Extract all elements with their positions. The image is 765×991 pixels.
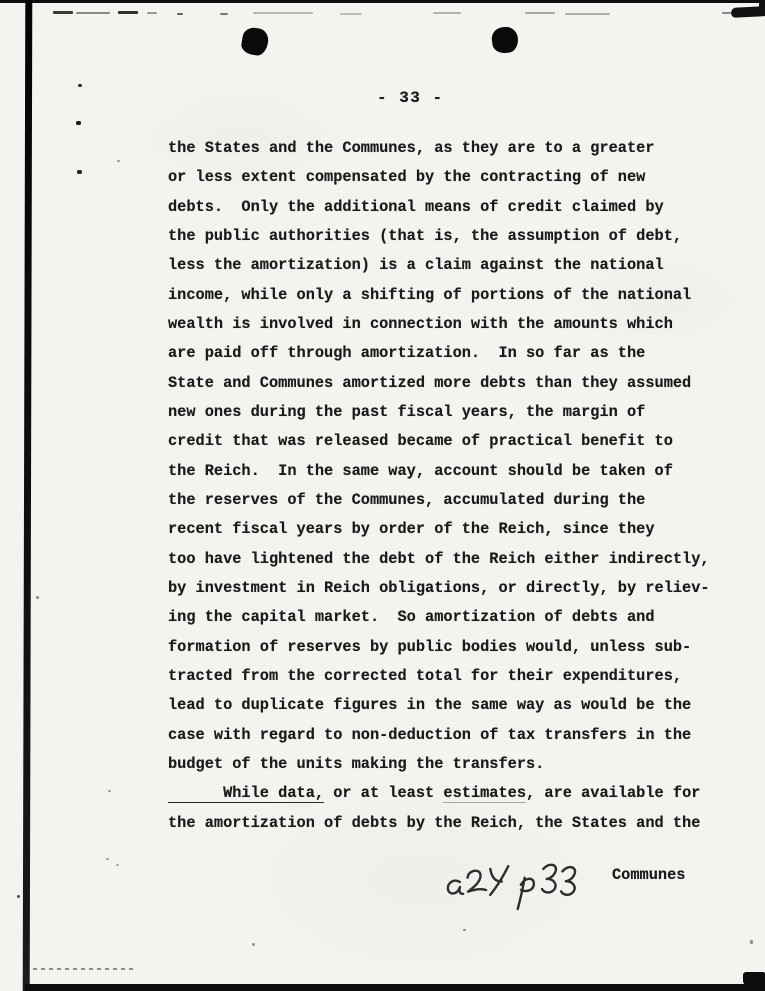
underlined-word: estimates — [443, 784, 527, 803]
corner-smudge-bottom-right — [743, 972, 765, 985]
scan-speck — [53, 11, 73, 14]
text-line: tracted from the corrected total for their expenditures, — [168, 666, 683, 685]
text-line: income, while only a shifting of portions of the national — [168, 285, 692, 304]
handwritten-annotation — [437, 853, 595, 922]
scan-speck — [118, 11, 138, 14]
body-text — [168, 134, 728, 838]
text-segment: , are available for — [526, 784, 701, 803]
corner-smudge-top-right-hook — [759, 1, 765, 12]
scan-edge-top — [0, 0, 765, 3]
text-line: lead to duplicate figures in the same way as would be the — [168, 696, 692, 715]
scan-speck — [108, 790, 111, 792]
scan-speck — [525, 12, 555, 14]
scan-speck — [147, 12, 157, 14]
page-number: - 33 - — [377, 89, 444, 107]
text-line: ing the capital market. So amortization of debts and — [168, 608, 655, 627]
scan-speck — [463, 929, 466, 931]
scan-speck — [433, 12, 461, 14]
scan-speck — [340, 13, 362, 15]
text-line: the reserves of the Communes, accumulated during the — [168, 490, 646, 509]
scan-dotted-line-bottom — [33, 968, 133, 970]
hole-punch-mark-left — [240, 26, 270, 57]
catchword: Communes — [612, 866, 686, 884]
text-line: recent fiscal years by order of the Reich, since they — [168, 520, 655, 539]
text-line-paragraph-start — [168, 779, 728, 808]
scan-speck — [220, 13, 228, 15]
text-line: formation of reserves by public bodies would, unless sub- — [168, 637, 692, 656]
text-line: the public authorities (that is, the assumption of debt, — [168, 226, 683, 245]
scan-speck — [77, 170, 82, 174]
text-line: the States and the Communes, as they are to a greater — [168, 139, 655, 157]
text-line: the amortization of debts by the Reich, the States and the — [168, 813, 701, 832]
text-line: or less extent compensated by the contracting of new — [168, 168, 646, 187]
text-line: credit that was released became of practical benefit to — [168, 432, 673, 451]
scan-speck — [252, 943, 255, 946]
scan-speck — [117, 160, 120, 162]
text-line: budget of the units making the transfers. — [168, 754, 545, 773]
scan-speck — [722, 12, 731, 14]
scan-speck — [253, 12, 313, 14]
hole-punch-mark-right — [491, 26, 520, 55]
scan-speck — [76, 12, 110, 14]
scan-speck — [17, 895, 20, 898]
text-line: too have lightened the debt of the Reich either indirectly, — [168, 549, 710, 568]
scan-speck — [750, 940, 753, 944]
text-line: are paid off through amortization. In so far as the — [168, 344, 646, 363]
scan-edge-left — [23, 0, 33, 991]
text-line: the Reich. In the same way, account should be taken of — [168, 461, 673, 480]
scan-speck — [76, 121, 81, 125]
scan-edge-bottom — [25, 984, 765, 991]
text-line: State and Communes amortized more debts than they assumed — [168, 373, 692, 392]
text-line: wealth is involved in connection with the amounts which — [168, 314, 673, 333]
underlined-phrase: While data, — [168, 784, 325, 803]
text-line: by investment in Reich obligations, or directly, by reliev- — [168, 578, 710, 597]
text-segment: or at least — [324, 784, 444, 803]
scan-speck — [565, 13, 610, 15]
scan-speck — [106, 858, 109, 860]
scan-speck — [36, 596, 39, 599]
text-line: case with regard to non-deduction of tax transfers in the — [168, 725, 692, 744]
scan-speck — [78, 84, 82, 87]
text-line: new ones during the past fiscal years, the margin of — [168, 402, 646, 421]
text-line: less the amortization) is a claim against the national — [168, 256, 664, 275]
scan-speck — [177, 13, 183, 15]
scan-speck — [116, 864, 119, 866]
text-line: debts. Only the additional means of credit claimed by — [168, 197, 664, 216]
